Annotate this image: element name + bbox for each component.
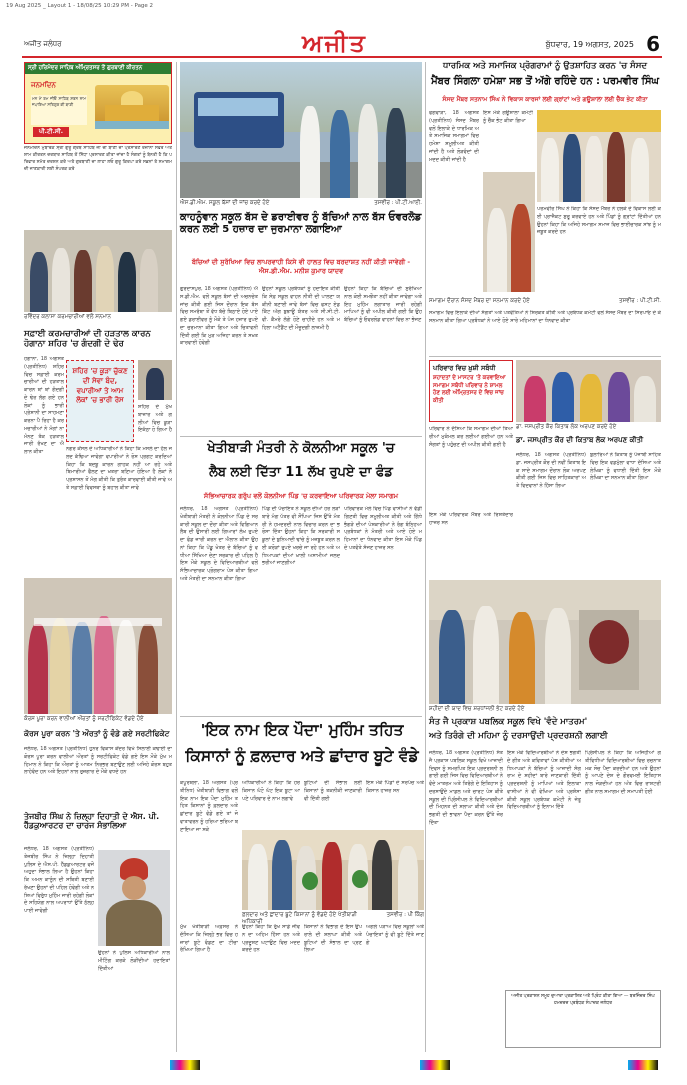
column-rule: [176, 62, 177, 1052]
headline-book-release: ਡਾ. ਜਸਪ੍ਰੀਤ ਕੌਰ ਦੀ ਕਿਤਾਬ ਲੋਕ ਅਰਪਣ ਕੀਤੀ: [516, 436, 644, 444]
section-rule: [429, 356, 661, 357]
registration-mark: [420, 1060, 450, 1070]
notice-title: ਪਰਿਵਾਰ ਵਿਚ ਖ਼ੁਸ਼ੀ ਸਬੰਧੀ: [433, 364, 496, 372]
article-text: ਜਲੰਧਰ, 18 ਅਗਸਤ (ਪ੍ਰਤੀਨਿਧ) ਡਾ. ਜਸਪ੍ਰੀਤ ਕੌਰ ਦੀ ਨਵੀਂ ਕਿਤਾਬ ਇਕ ਸਾਦੇ ਸਮਾਗਮ ਦੌਰਾਨ ਲੋਕ ਅਰਪਣ ਕੀਤੀ ਗਈ ਜਿਸ ਵਿਚ ਸਾਹਿਤਕਾਰਾਂ ਅਤੇ ਵਿਦਵਾਨਾਂ ਨੇ ਹਿੱਸਾ ਲਿਆ: [516, 452, 586, 489]
section-rule: [180, 716, 422, 717]
news-photo-mp-event-2: [483, 172, 535, 292]
photo-caption: ਐਸ.ਡੀ.ਐਮ. ਸਕੂਲ ਬੱਸਾਂ ਦੀ ਜਾਂਚ ਕਰਦੇ ਹੋਏ: [180, 200, 270, 206]
registration-mark: [628, 1060, 658, 1070]
headline-sp-charge: ਤੇਜਬੀਰ ਸਿੰਘ ਨੇ ਜ਼ਿਲ੍ਹਾ ਦਿਹਾਤੀ ਦੇ ਐਸ. ਪੀ. ਹੈੱਡਕੁਆਰਟਰ ਦਾ ਚਾਰਜ ਸੰਭਾਲਿਆ: [24, 812, 160, 831]
article-text: ਕਿਸਾਨਾਂ ਨੇ ਵਿਭਾਗ ਦੇ ਇਸ ਉਪਰਾਲੇ ਦੀ ਸ਼ਲਾਘਾ ਕੀਤੀ ਅਤੇ ਬੂਟਿਆਂ ਦੀ ਸੰਭਾਲ ਦਾ ਪ੍ਰਣ ਲਿਆ: [304, 924, 362, 954]
subhead-mp-programs: ਸੰਸਦ ਮੈਂਬਰ ਸਤਨਾਮ ਸਿੰਘ ਨੇ ਵਿਕਾਸ ਕਾਰਜਾਂ ਲਈ ਗ੍ਰਾਂਟਾਂ ਅਤੇ ਗਊਸ਼ਾਲਾ ਲਈ ਚੈੱਕ ਭੇਟ ਕੀਤਾ: [442, 96, 648, 103]
article-text: ਸ਼ਹਿਰ ਦੇ ਮੁੱਖ ਬਾਜ਼ਾਰ ਅਤੇ ਗਲੀਆਂ ਵਿਚ ਕੂੜਾ ਇਕੱਠਾ ਹੋ ਗਿਆ ਹੈ: [138, 404, 172, 434]
masthead-logo: ਅਜੀਤ: [302, 28, 367, 57]
article-text: ਉਹਨਾਂ ਕਿਹਾ ਕਿ ਬੱਚਿਆਂ ਦੀ ਸੁਰੱਖਿਆ ਨਾਲ ਕੋਈ ਸਮਝੌਤਾ ਨਹੀਂ ਕੀਤਾ ਜਾਵੇਗਾ ਅਤੇ ਇਹ ਮੁਹਿੰਮ ਲਗਾਤਾਰ ਜਾਰੀ ਰਹੇਗੀ ਮਾਪਿਆਂ ਨੂੰ ਵੀ ਅਪੀਲ ਕੀਤੀ ਗਈ ਕਿ ਉਹ ਬੱਚਿਆਂ ਨੂੰ ਓਵਰਲੋਡ ਵਾਹਨਾਂ ਵਿਚ ਨਾ ਭੇਜਣ: [344, 286, 422, 323]
family-notice-box: [429, 360, 513, 422]
headline-certificates: ਕੋਰਸ ਪੂਰਾ ਕਰਨ 'ਤੇ ਔਰਤਾਂ ਨੂੰ ਵੰਡੇ ਗਏ ਸਰਟੀਫਿਕੇਟ: [24, 729, 170, 738]
news-photo-honour: [24, 230, 172, 312]
print-slug: 19 Aug 2025 _ Layout 1 - 18/08/25 10:29 PM - Page 2: [6, 3, 154, 9]
article-text: ਅਧਿਕਾਰੀਆਂ ਨੇ ਕਿਹਾ ਕਿ ਹਰ ਕਿਸਾਨ ਘੱਟੋ ਘੱਟ ਇਕ ਬੂਟਾ ਆਪਣੇ ਪਰਿਵਾਰ ਦੇ ਨਾਮ ਲਗਾਵੇ: [242, 780, 300, 802]
article-text: ਜਲੰਧਰ, 18 ਅਗਸਤ (ਪ੍ਰਤੀਨਿਧ) ਹੁਨਰ ਵਿਕਾਸ ਕੇਂਦਰ ਵਿਖੇ ਸਿਲਾਈ ਕਢਾਈ ਦਾ ਕੋਰਸ ਪੂਰਾ ਕਰਨ ਵਾਲੀਆਂ ਔਰਤਾਂ ਨੂੰ ਸਰਟੀਫਿਕੇਟ ਵੰਡੇ ਗਏ ਇਸ ਮੌਕੇ ਮੁੱਖ ਮਹਿਮਾਨ ਨੇ ਕਿਹਾ ਕਿ ਔਰਤਾਂ ਨੂੰ ਆਤਮ ਨਿਰਭਰ ਬਣਾਉਣ ਲਈ ਅਜਿਹੇ ਕੋਰਸ ਬਹੁਤ ਲਾਹੇਵੰਦ ਹਨ ਅਤੇ ਇਹਨਾਂ ਨਾਲ ਰੁਜ਼ਗਾਰ ਦੇ ਮੌਕੇ ਵਧਦੇ ਹਨ: [24, 746, 172, 776]
page-number: 6: [646, 32, 660, 56]
photo-caption: ਰਵਿੰਦਰ ਕਲਾਸਾ ਕਰਮਚਾਰੀਆਂ ਵਲੋਂ ਸਨਮਾਨ: [24, 314, 111, 320]
golden-temple-image: [95, 85, 169, 129]
headline-sanitation-strike: ਸਫ਼ਾਈ ਕਰਮਚਾਰੀਆਂ ਦੀ ਹੜਤਾਲ ਕਾਰਨ ਹੋਗਾਨਾ ਸ਼ਹਿਰ 'ਚ ਗੰਦਗੀ ਦੇ ਢੇਰ: [24, 329, 151, 349]
article-text: ਉਹਨਾਂ ਕਿਹਾ ਕਿ ਰੁੱਖ ਸਾਡੇ ਜੀਵਨ ਦਾ ਅਹਿਮ ਹਿੱਸਾ ਹਨ ਅਤੇ ਪ੍ਰਦੂਸ਼ਣ ਘਟਾਉਣ ਵਿਚ ਮਦਦ ਕਰਦੇ ਹਨ: [242, 924, 300, 954]
article-text: ਗੁਰਦਾਸਪੁਰ, 18 ਅਗਸਤ (ਪ੍ਰਤੀਨਿਧ) ਐਸ.ਡੀ.ਐਮ. ਵਲੋਂ ਸਕੂਲ ਬੱਸਾਂ ਦੀ ਅਚਨਚੇਤ ਜਾਂਚ ਕੀਤੀ ਗਈ ਜਿਸ ਦੌਰਾਨ ਇਕ ਬੱਸ ਵਿਚ ਸਮਰੱਥਾ ਤੋਂ ਵੱਧ ਬੱਚੇ ਬਿਠਾਏ ਹੋਏ ਪਾਏ ਗਏ ਡਰਾਈਵਰ ਨੂੰ ਮੌਕੇ ਤੇ ਪੰਜ ਹਜ਼ਾਰ ਰੁਪਏ ਦਾ ਜੁਰਮਾਨਾ ਕੀਤਾ ਗਿਆ ਅਤੇ ਚਿਤਾਵਨੀ ਦਿੱਤੀ ਗਈ ਕਿ ਮੁੜ ਅਜਿਹਾ ਕਰਨ ਤੇ ਸਖ਼ਤ ਕਾਰਵਾਈ ਹੋਵੇਗੀ: [180, 286, 258, 347]
photo-caption: ਸ਼ਹੀਦਾਂ ਦੀ ਯਾਦ ਵਿਚ ਸ਼ਰਧਾਂਜਲੀ ਭੇਟ ਕਰਦੇ ਹੋਏ: [429, 706, 525, 712]
headline-mp-programs-line1: ਧਾਰਮਿਕ ਅਤੇ ਸਮਾਜਿਕ ਪ੍ਰੋਗਰਾਮਾਂ ਨੂੰ ਉਤਸ਼ਾਹਿਤ ਕਰਨ 'ਚ ਸੰਸਦ: [442, 61, 647, 71]
headline-tree-drive-line2: ਕਿਸਾਨਾਂ ਨੂੰ ਫ਼ਲਦਾਰ ਅਤੇ ਛਾਂਦਾਰ ਬੂਟੇ ਵੰਡੇ: [185, 747, 419, 765]
headline-school-exhibition-line2: ਅਤੇ ਤਿਰੰਗੇ ਦੀ ਮਹਿਮਾ ਨੂੰ ਦਰਸਾਉਂਦੀ ਪ੍ਰਦਰਸ਼ਨੀ ਲਗਾਈ: [429, 731, 608, 741]
headline-lab-fund-line1: ਖੇਤੀਬਾੜੀ ਮੰਤਰੀ ਨੇ ਕੋਲਨੀਆ ਸਕੂਲ 'ਚ: [207, 441, 395, 456]
article-text: ਕਪੂਰਥਲਾ, 18 ਅਗਸਤ (ਪ੍ਰਤੀਨਿਧ) ਖੇਤੀਬਾੜੀ ਵਿਭਾਗ ਵਲੋਂ ਇਕ ਨਾਮ ਇਕ ਪੌਦਾ ਮੁਹਿੰਮ ਤਹਿਤ ਕਿਸਾਨਾਂ ਨੂੰ ਫ਼ਲਦਾਰ ਅਤੇ ਛਾਂਦਾਰ ਬੂਟੇ ਵੰਡੇ ਗਏ ਤਾਂ ਜੋ ਵਾਤਾਵਰਨ ਨੂੰ ਹਰਿਆ ਭਰਿਆ ਬਣਾਇਆ ਜਾ ਸਕੇ: [180, 780, 238, 833]
subhead-bus-fine: ਬੱਚਿਆਂ ਦੀ ਸੁਰੱਖਿਆ ਵਿਚ ਲਾਪਰਵਾਹੀ ਕਿਸੇ ਵੀ ਹਾਲਤ ਵਿਚ ਬਰਦਾਸ਼ਤ ਨਹੀਂ ਕੀਤੀ ਜਾਵੇਗੀ - ਐਸ.ਡੀ.ਐਮ. ਮਨੀਸ਼ ਕੁਮਾਰ ਯਾਦਵ: [191, 258, 411, 275]
pull-quote: ਸ਼ਹਿਰ 'ਚ ਕੂੜਾ ਚੁੱਕਣ ਦੀ ਸੇਵਾ ਬੰਦ, ਵਪਾਰੀਆਂ ਤੇ ਆਮ ਲੋਕਾਂ 'ਚ ਭਾਰੀ ਰੋਸ: [66, 360, 134, 442]
article-text: ਹੋਗਾਨਾ, 18 ਅਗਸਤ (ਪ੍ਰਤੀਨਿਧ) ਸ਼ਹਿਰ ਵਿਚ ਸਫ਼ਾਈ ਕਰਮਚਾਰੀਆਂ ਦੀ ਹੜਤਾਲ ਕਾਰਨ ਥਾਂ ਥਾਂ ਗੰਦਗੀ ਦੇ ਢੇਰ ਲੱਗ ਗਏ ਹਨ ਲੋਕਾਂ ਨੂੰ ਭਾਰੀ ਪ੍ਰੇਸ਼ਾਨੀ ਦਾ ਸਾਹਮਣਾ ਕਰਨਾ ਪੈ ਰਿਹਾ ਹੈ ਕਰਮਚਾਰੀਆਂ ਨੇ ਮੰਗਾਂ ਨਾ ਮੰਨਣ ਤੱਕ ਹੜਤਾਲ ਜਾਰੀ ਰੱਖਣ ਦਾ ਐਲਾਨ ਕੀਤਾ: [24, 356, 64, 455]
news-photo-certificates: [24, 578, 172, 714]
article-text: ਪਰਿਵਾਰਕ ਮੇਲੇ ਵਿਚ ਪਿੰਡ ਵਾਸੀਆਂ ਨੇ ਵੱਡੀ ਗਿਣਤੀ ਵਿਚ ਸ਼ਮੂਲੀਅਤ ਕੀਤੀ ਅਤੇ ਗਿੱਧੇ ਭੰਗੜੇ ਦੀਆਂ ਪੇਸ਼ਕਾਰੀਆਂ ਨੇ ਰੰਗ ਬੰਨ੍ਹਿਆ ਪ੍ਰਬੰਧਕਾਂ ਨੇ ਮੰਤਰੀ ਅਤੇ ਆਏ ਹੋਏ ਮਹਿਮਾਨਾਂ ਦਾ ਧੰਨਵਾਦ ਕੀਤਾ ਇਸ ਮੌਕੇ ਪਿੰਡ ਦੇ ਪਤਵੰਤੇ ਸੱਜਣ ਹਾਜ਼ਰ ਸਨ: [344, 506, 422, 551]
article-text: ਜਲੰਧਰ, 18 ਅਗਸਤ (ਪ੍ਰਤੀਨਿਧ) ਤੇਜਬੀਰ ਸਿੰਘ ਨੇ ਜ਼ਿਲ੍ਹਾ ਦਿਹਾਤੀ ਪੁਲਿਸ ਦੇ ਐਸ.ਪੀ. ਹੈੱਡਕੁਆਰਟਰ ਵਜੋਂ ਅਹੁਦਾ ਸੰਭਾਲ ਲਿਆ ਹੈ ਉਹਨਾਂ ਕਿਹਾ ਕਿ ਅਮਨ ਕਾਨੂੰਨ ਦੀ ਸਥਿਤੀ ਬਣਾਈ ਰੱਖਣਾ ਉਹਨਾਂ ਦੀ ਪਹਿਲ ਹੋਵੇਗੀ ਅਤੇ ਨਸ਼ਿਆਂ ਵਿਰੁੱਧ ਮੁਹਿੰਮ ਜਾਰੀ ਰਹੇਗੀ ਲੋਕਾਂ ਦੇ ਸਹਿਯੋਗ ਨਾਲ ਅਪਰਾਧਾਂ ਉੱਤੇ ਠੱਲ੍ਹ ਪਾਈ ਜਾਵੇਗੀ: [24, 846, 94, 914]
ad-title: ਸ੍ਰੀ ਹਰਿਮੰਦਰ ਸਾਹਿਬ ਅੰਮ੍ਰਿਤਸਰ ਤੋਂ ਗੁਰਬਾਣੀ ਕੀਰਤਨ: [25, 63, 171, 74]
article-text: ਨਗਰ ਕੌਂਸਲ ਦੇ ਅਧਿਕਾਰੀਆਂ ਨੇ ਕਿਹਾ ਕਿ ਮਸਲੇ ਦਾ ਹੱਲ ਜਲਦ ਕੱਢਿਆ ਜਾਵੇਗਾ ਵਪਾਰੀਆਂ ਨੇ ਰੋਸ ਪ੍ਰਗਟ ਕਰਦਿਆਂ ਕਿਹਾ ਕਿ ਬਦਬੂ ਕਾਰਨ ਗਾਹਕ ਨਹੀਂ ਆ ਰਹੇ ਅਤੇ ਬਿਮਾਰੀਆਂ ਫੈਲਣ ਦਾ ਖ਼ਤਰਾ ਬਣਿਆ ਹੋਇਆ ਹੈ ਲੋਕਾਂ ਨੇ ਪ੍ਰਸ਼ਾਸਨ ਤੋਂ ਮੰਗ ਕੀਤੀ ਕਿ ਤੁਰੰਤ ਕਾਰਵਾਈ ਕੀਤੀ ਜਾਵੇ ਅਤੇ ਸਫ਼ਾਈ ਵਿਵਸਥਾ ਨੂੰ ਬਹਾਲ ਕੀਤਾ ਜਾਵੇ: [66, 446, 172, 491]
photo-credit: ਤਸਵੀਰ : ਪੀ.ਟੀ.ਸੀ.: [619, 298, 661, 304]
headline-mp-programs-line2: ਮੈਂਬਰ ਸਿੰਗਲਾ ਹਮੇਸ਼ਾ ਸਭ ਤੋਂ ਅੱਗੇ ਰਹਿੰਦੇ ਹਨ : ਪਰਮਵੀਰ ਸਿੰਘ: [431, 76, 659, 87]
ad-text-block: ਮਨ ਮੇਂ ਰਮ ਜੀਓ ਸਾਹਿਬ ਸ਼ਰਨ ਨਾਮ ਜਪਾਇਆ ਸਤਿਗੁਰ ਕੀ ਬਾਣੀ: [31, 95, 87, 125]
article-text: ਅਗਲੇ ਪੜਾਅ ਵਿਚ ਸਕੂਲਾਂ ਅਤੇ ਪੰਚਾਇਤਾਂ ਨੂੰ ਵੀ ਬੂਟੇ ਦਿੱਤੇ ਜਾਣਗੇ: [366, 924, 424, 946]
subhead-lab-fund: ਸੱਭਿਆਚਾਰਕ ਗਰੁੱਪ ਵਲੋਂ ਕੋਲਨੀਆ ਪਿੰਡ 'ਚ ਕਰਵਾਇਆ ਪਰਿਵਾਰਕ ਮੇਲਾ ਸਮਾਗਮ: [203, 492, 399, 500]
article-text: ਇਸ ਮੌਕੇ ਪਿੰਡਾਂ ਦੇ ਸਰਪੰਚ ਅਤੇ ਕਿਸਾਨ ਹਾਜ਼ਰ ਸਨ: [366, 780, 424, 794]
headline-school-exhibition-line1: ਸੰਤ ਜੈ ਪ੍ਰਕਾਸ਼ ਪਬਲਿਕ ਸਕੂਲ ਵਿਖੇ 'ਵੰਦੇ ਮਾਤਰਮ': [429, 717, 588, 727]
print-imprint: ਅਜੀਤ ਪ੍ਰਕਾਸ਼ਨ ਸਮੂਹ ਦੁਆਰਾ ਪ੍ਰਕਾਸ਼ਿਤ ਅਤੇ ਪ੍ਰਿੰਟ ਕੀਤਾ ਗਿਆ — ਬਰਜਿੰਦਰ ਸਿੰਘ ਹਮਦਰਦ ਪ੍ਰਬੰਧਕ ਸੰਪਾਦਕ ਜਲੰਧਰ: [505, 990, 661, 1048]
photo-credit: ਤਸਵੀਰ : ਪੀ.ਟੀ.ਆਈ.: [374, 200, 422, 206]
portrait-photo-officer: [98, 850, 170, 946]
headline-tree-drive-line1: 'ਇਕ ਨਾਮ ਇਕ ਪੌਦਾ' ਮੁਹਿੰਮ ਤਹਿਤ: [200, 721, 404, 739]
photo-caption: ਕੋਰਸ ਪੂਰਾ ਕਰਨ ਵਾਲੀਆਂ ਔਰਤਾਂ ਨੂੰ ਸਰਟੀਫਿਕੇਟ ਵੰਡਦੇ ਹੋਏ: [24, 716, 144, 722]
news-photo-saplings: [242, 830, 424, 910]
ad-listing-text: ਜਨਮਦਿਨ ਮੁਬਾਰਕ ਸ੍ਰੀ ਗੁਰੂ ਗ੍ਰੰਥ ਸਾਹਿਬ ਜੀ ਦੀ ਬਾਣੀ ਦਾ ਪ੍ਰਸਾਰਣ ਰੋਜ਼ਾਨਾ ਸਵੇਰੇ ਅਤੇ ਸ਼ਾਮ ਕੀਰਤਨ ਦਰਬਾਰ ਸਾਹਿਬ ਤੋਂ ਸਿੱਧਾ ਪ੍ਰਸਾਰਣ ਕੀਤਾ ਜਾਂਦਾ ਹੈ ਸੰਗਤਾਂ ਨੂੰ ਬੇਨਤੀ ਹੈ ਕਿ ਪਰਿਵਾਰ ਸਮੇਤ ਦਰਸ਼ਨ ਕਰੋ ਅਤੇ ਗੁਰਬਾਣੀ ਦਾ ਲਾਹਾ ਲਓ ਗੁਰੂ ਕਿਰਪਾ ਕਰੇ ਸਭਨਾਂ ਤੇ ਸਮਾਗਮ ਦੀ ਜਾਣਕਾਰੀ ਲਈ ਸੰਪਰਕ ਕਰੋ: [24, 146, 172, 172]
article-text: ਉਹਨਾਂ ਸਕੂਲ ਪ੍ਰਬੰਧਕਾਂ ਨੂੰ ਹਦਾਇਤ ਕੀਤੀ ਕਿ ਸੇਫ਼ ਸਕੂਲ ਵਾਹਨ ਨੀਤੀ ਦੀ ਪਾਲਣਾ ਯਕੀਨੀ ਬਣਾਈ ਜਾਵੇ ਬੱਸਾਂ ਵਿਚ ਫਸਟ ਏਡ ਕਿੱਟ ਅੱਗ ਬੁਝਾਊ ਯੰਤਰ ਅਤੇ ਸੀ.ਸੀ.ਟੀ.ਵੀ. ਕੈਮਰੇ ਲੱਗੇ ਹੋਣੇ ਚਾਹੀਦੇ ਹਨ ਅਤੇ ਮਹਿਲਾ ਅਟੈਂਡੈਂਟ ਦੀ ਮੌਜੂਦਗੀ ਲਾਜ਼ਮੀ ਹੈ: [262, 286, 340, 331]
article-text: ਫਗਵਾੜਾ, 18 ਅਗਸਤ (ਪ੍ਰਤੀਨਿਧ) ਸੰਸਦ ਮੈਂਬਰ ਵਲੋਂ ਇਲਾਕੇ ਦੇ ਧਾਰਮਿਕ ਅਤੇ ਸਮਾਜਿਕ ਸਮਾਗਮਾਂ ਵਿਚ ਹਮੇਸ਼ਾ ਸ਼ਮੂਲੀਅਤ ਕੀਤੀ ਜਾਂਦੀ ਹੈ ਅਤੇ ਲੋੜਵੰਦਾਂ ਦੀ ਮਦਦ ਕੀਤੀ ਜਾਂਦੀ ਹੈ: [429, 110, 479, 163]
article-text: ਪਰਿਵਾਰ ਨੇ ਦੱਸਿਆ ਕਿ ਸਮਾਗਮ ਦੀਆਂ ਤਿਆਰੀਆਂ ਮੁਕੰਮਲ ਕਰ ਲਈਆਂ ਗਈਆਂ ਹਨ ਅਤੇ ਸੰਗਤਾਂ ਨੂੰ ਪਹੁੰਚਣ ਦੀ ਅਪੀਲ ਕੀਤੀ ਗਈ ਹੈ: [429, 426, 513, 448]
article-text: ਜਲੰਧਰ, 18 ਅਗਸਤ (ਪ੍ਰਤੀਨਿਧ) ਖੇਤੀਬਾੜੀ ਮੰਤਰੀ ਨੇ ਕੋਲਨੀਆ ਪਿੰਡ ਦੇ ਸਰਕਾਰੀ ਸਕੂਲ ਦਾ ਦੌਰਾ ਕੀਤਾ ਅਤੇ ਵਿਗਿਆਨ ਲੈਬ ਦੀ ਉਸਾਰੀ ਲਈ ਗਿਆਰਾਂ ਲੱਖ ਰੁਪਏ ਦਾ ਫੰਡ ਜਾਰੀ ਕਰਨ ਦਾ ਐਲਾਨ ਕੀਤਾ ਉਹਨਾਂ ਕਿਹਾ ਕਿ ਪੇਂਡੂ ਖੇਤਰ ਦੇ ਬੱਚਿਆਂ ਨੂੰ ਵਧੀਆ ਸਿੱਖਿਆ ਦੇਣਾ ਸਰਕਾਰ ਦੀ ਪਹਿਲ ਹੈ ਇਸ ਮੌਕੇ ਸਕੂਲ ਦੇ ਵਿਦਿਆਰਥੀਆਂ ਵਲੋਂ ਸੱਭਿਆਚਾਰਕ ਪ੍ਰੋਗਰਾਮ ਪੇਸ਼ ਕੀਤਾ ਗਿਆ ਅਤੇ ਮੰਤਰੀ ਦਾ ਸਨਮਾਨ ਕੀਤਾ ਗਿਆ: [180, 506, 258, 582]
article-text: ਉਹਨਾਂ ਨੇ ਪੁਲਿਸ ਅਧਿਕਾਰੀਆਂ ਨਾਲ ਮੀਟਿੰਗ ਕਰਕੇ ਲੋੜੀਂਦੀਆਂ ਹਦਾਇਤਾਂ ਦਿੱਤੀਆਂ: [98, 950, 170, 972]
news-photo-tribute: [429, 580, 661, 704]
notice-body: ਸ਼ਹਾਦਤਾਂ ਦੇ ਮਾਸਟਰ 'ਤੇ ਕਰਵਾਇਆ ਸਮਾਗਮ ਸਬੰਧੀ ਪਰਿਵਾਰ ਨੇ ਸ਼ਾਮਲ ਹੋਣ ਲਈ ਅੰਮ੍ਰਿਤਸਰ ਦੇ ਵਿਚ ਜਾਂਚ ਕੀਤੀ: [433, 375, 506, 405]
article-text: ਜਲੰਧਰ, 18 ਅਗਸਤ (ਪ੍ਰਤੀਨਿਧ) ਸੰਤ ਜੈ ਪ੍ਰਕਾਸ਼ ਪਬਲਿਕ ਸਕੂਲ ਵਿਖੇ ਆਜ਼ਾਦੀ ਦਿਵਸ ਨੂੰ ਸਮਰਪਿਤ ਇਕ ਪ੍ਰਦਰਸ਼ਨੀ ਲਗਾਈ ਗਈ ਜਿਸ ਵਿਚ ਵਿਦਿਆਰਥੀਆਂ ਨੇ ਵੰਦੇ ਮਾਤਰਮ ਅਤੇ ਤਿਰੰਗੇ ਦੇ ਇਤਿਹਾਸ ਨੂੰ ਦਰਸਾਉਂਦੇ ਮਾਡਲ ਅਤੇ ਚਾਰਟ ਪੇਸ਼ ਕੀਤੇ ਸਕੂਲ ਦੀ ਪ੍ਰਿੰਸੀਪਲ ਨੇ ਵਿਦਿਆਰਥੀਆਂ ਦੀ ਮਿਹਨਤ ਦੀ ਸ਼ਲਾਘਾ ਕੀਤੀ ਅਤੇ ਦੇਸ਼ ਭਗਤੀ ਦੀ ਭਾਵਨਾ ਪੈਦਾ ਕਰਨ ਉੱਤੇ ਜ਼ੋਰ ਦਿੱਤਾ: [429, 750, 503, 826]
news-photo-school-bus: [180, 62, 422, 198]
article-text: ਸਮਾਗਮ ਵਿਚ ਇਲਾਕੇ ਦੀਆਂ ਸੰਗਤਾਂ ਅਤੇ ਪਤਵੰਤਿਆਂ ਨੇ ਸ਼ਿਰਕਤ ਕੀਤੀ ਅਤੇ ਪ੍ਰਬੰਧਕ ਕਮੇਟੀ ਵਲੋਂ ਸੰਸਦ ਮੈਂਬਰ ਦਾ ਸਿਰੋਪਾਓ ਦੇ ਕੇ ਸਨਮਾਨ ਕੀਤਾ ਗਿਆ ਪ੍ਰਬੰਧਕਾਂ ਨੇ ਆਏ ਹੋਏ ਸਾਰੇ ਮਹਿਮਾਨਾਂ ਦਾ ਧੰਨਵਾਦ ਕੀਤਾ: [429, 310, 661, 324]
photo-credit: ਤਸਵੀਰ : ਪੀ ਕਿੰਗ: [386, 912, 424, 918]
news-photo-mp-event: [537, 110, 661, 202]
article-text: ਮੁੱਖ ਖੇਤੀਬਾੜੀ ਅਫ਼ਸਰ ਨੇ ਦੱਸਿਆ ਕਿ ਜ਼ਿਲ੍ਹੇ ਭਰ ਵਿਚ ਹਜ਼ਾਰਾਂ ਬੂਟੇ ਵੰਡਣ ਦਾ ਟੀਚਾ ਰੱਖਿਆ ਗਿਆ ਹੈ: [180, 924, 238, 954]
headline-bus-fine: ਕਾਹਨੂੰਵਾਨ ਸਕੂਲ ਬੱਸ ਦੇ ਡਰਾਈਵਰ ਨੂੰ ਬੱਚਿਆਂ ਨਾਲ ਬੱਸ ਓਵਰਲੋਡ ਕਰਨ ਲਈ 5 ਹਜ਼ਾਰ ਦਾ ਜੁਰਮਾਨਾ ਲਗਾਇਆ: [180, 212, 422, 235]
ad-subtitle: ਜਨਮਦਿਨ: [31, 81, 56, 89]
issue-date: ਬੁੱਧਵਾਰ, 19 ਅਗਸਤ, 2025: [545, 40, 634, 49]
article-text: ਬੁਲਾਰਿਆਂ ਨੇ ਕਿਤਾਬ ਨੂੰ ਪੰਜਾਬੀ ਸਾਹਿਤ ਵਿਚ ਇਕ ਵਡਮੁੱਲਾ ਵਾਧਾ ਦੱਸਿਆ ਅਤੇ ਲੇਖਿਕਾ ਨੂੰ ਵਧਾਈ ਦਿੱਤੀ ਇਸ ਮੌਕੇ ਲੇਖਿਕਾ ਦਾ ਸਨਮਾਨ ਕੀਤਾ ਗਿਆ: [590, 452, 661, 482]
advertisement: [24, 62, 172, 144]
news-photo-book-release: [516, 360, 661, 422]
inset-photo: [138, 360, 172, 400]
photo-caption: ਡਾ. ਜਸਪ੍ਰੀਤ ਕੌਰ ਕਿਤਾਬ ਲੋਕ ਅਰਪਣ ਕਰਦੇ ਹੋਏ: [516, 424, 617, 430]
section-rule: [180, 436, 422, 437]
article-text: ਇਸ ਮੌਕੇ ਵਿਦਿਆਰਥੀਆਂ ਨੇ ਦੇਸ਼ ਭਗਤੀ ਦੇ ਗੀਤ ਅਤੇ ਕਵਿਤਾਵਾਂ ਪੇਸ਼ ਕੀਤੀਆਂ ਅਧਿਆਪਕਾਂ ਨੇ ਬੱਚਿਆਂ ਨੂੰ ਆਜ਼ਾਦੀ ਸੰਗਰਾਮ ਦੇ ਸ਼ਹੀਦਾਂ ਬਾਰੇ ਜਾਣਕਾਰੀ ਦਿੱਤੀ ਪ੍ਰਦਰਸ਼ਨੀ ਨੂੰ ਮਾਪਿਆਂ ਅਤੇ ਇਲਾਕਾ ਵਾਸੀਆਂ ਨੇ ਵੀ ਵੇਖਿਆ ਅਤੇ ਪ੍ਰਸ਼ੰਸਾ ਕੀਤੀ ਸਕੂਲ ਪ੍ਰਬੰਧਕ ਕਮੇਟੀ ਨੇ ਜੇਤੂ ਵਿਦਿਆਰਥੀਆਂ ਨੂੰ ਇਨਾਮ ਦਿੱਤੇ: [507, 750, 581, 811]
headline-lab-fund-line2: ਲੈਬ ਲਈ ਦਿੱਤਾ 11 ਲੱਖ ਰੁਪਏ ਦਾ ਫੰਡ: [209, 465, 393, 480]
article-text: ਪਰਮਵੀਰ ਸਿੰਘ ਨੇ ਕਿਹਾ ਕਿ ਸੰਸਦ ਮੈਂਬਰ ਨੇ ਹਲਕੇ ਦੇ ਵਿਕਾਸ ਲਈ ਕਈ ਪ੍ਰਾਜੈਕਟ ਸ਼ੁਰੂ ਕਰਵਾਏ ਹਨ ਅਤੇ ਪਿੰਡਾਂ ਨੂੰ ਗ੍ਰਾਂਟਾਂ ਦਿੱਤੀਆਂ ਹਨ ਉਹਨਾਂ ਕਿਹਾ ਕਿ ਅਜਿਹੇ ਸਮਾਗਮ ਸਮਾਜ ਵਿਚ ਭਾਈਚਾਰਕ ਸਾਂਝ ਨੂੰ ਮਜ਼ਬੂਤ ਕਰਦੇ ਹਨ: [537, 206, 661, 236]
page-header: [22, 30, 662, 58]
article-text: ਬੂਟਿਆਂ ਦੀ ਸੰਭਾਲ ਲਈ ਕਿਸਾਨਾਂ ਨੂੰ ਤਕਨੀਕੀ ਜਾਣਕਾਰੀ ਵੀ ਦਿੱਤੀ ਗਈ: [304, 780, 362, 802]
column-rule: [425, 62, 426, 1052]
edition-label: ਅਜੀਤ ਜਲੰਧਰ: [24, 40, 62, 48]
registration-mark: [170, 1060, 200, 1070]
article-text: ਇਸ ਮੌਕੇ ਗਊਸ਼ਾਲਾ ਕਮੇਟੀ ਨੂੰ ਚੈੱਕ ਭੇਟ ਕੀਤਾ ਗਿਆ: [483, 110, 533, 124]
article-text: ਪ੍ਰਿੰਸੀਪਲ ਨੇ ਕਿਹਾ ਕਿ ਅਜਿਹੀਆਂ ਗਤੀਵਿਧੀਆਂ ਵਿਦਿਆਰਥੀਆਂ ਵਿਚ ਰਚਨਾਤਮਕ ਸੋਚ ਪੈਦਾ ਕਰਦੀਆਂ ਹਨ ਅਤੇ ਉਹਨਾਂ ਨੂੰ ਆਪਣੇ ਦੇਸ਼ ਦੇ ਗੌਰਵਮਈ ਇਤਿਹਾਸ ਨਾਲ ਜੋੜਦੀਆਂ ਹਨ ਅੰਤ ਵਿਚ ਰਾਸ਼ਟਰੀ ਗੀਤ ਨਾਲ ਸਮਾਗਮ ਦੀ ਸਮਾਪਤੀ ਹੋਈ: [585, 750, 661, 795]
ad-tag: ਪੀ.ਟੀ.ਸੀ.: [33, 127, 69, 137]
photo-caption: ਸਮਾਗਮ ਦੌਰਾਨ ਸੰਸਦ ਮੈਂਬਰ ਦਾ ਸਨਮਾਨ ਕਰਦੇ ਹੋਏ: [429, 298, 530, 304]
article-text: ਇਸ ਮੌਕੇ ਪਰਿਵਾਰਕ ਮੈਂਬਰ ਅਤੇ ਰਿਸ਼ਤੇਦਾਰ ਹਾਜ਼ਰ ਸਨ: [429, 512, 513, 526]
photo-caption: ਫ਼ਲਦਾਰ ਅਤੇ ਛਾਂਦਾਰ ਬੂਟੇ ਕਿਸਾਨਾਂ ਨੂੰ ਵੰਡਦੇ ਹੋਏ ਖੇਤੀਬਾੜੀ ਅਧਿਕਾਰੀ: [242, 912, 357, 925]
article-text: ਪਿੰਡ ਦੀ ਪੰਚਾਇਤ ਨੇ ਸਕੂਲ ਦੀਆਂ ਹੋਰ ਲੋੜਾਂ ਬਾਰੇ ਮੰਗ ਪੱਤਰ ਵੀ ਸੌਂਪਿਆ ਜਿਸ ਉੱਤੇ ਮੰਤਰੀ ਨੇ ਹਮਦਰਦੀ ਨਾਲ ਵਿਚਾਰ ਕਰਨ ਦਾ ਭਰੋਸਾ ਦਿੱਤਾ ਉਹਨਾਂ ਕਿਹਾ ਕਿ ਸਰਕਾਰੀ ਸਕੂਲਾਂ ਦੇ ਬੁਨਿਆਦੀ ਢਾਂਚੇ ਨੂੰ ਮਜ਼ਬੂਤ ਕਰਨ ਲਈ ਕਰੋੜਾਂ ਰੁਪਏ ਖਰਚੇ ਜਾ ਰਹੇ ਹਨ ਅਤੇ ਅਧਿਆਪਕਾਂ ਦੀਆਂ ਖ਼ਾਲੀ ਅਸਾਮੀਆਂ ਜਲਦ ਭਰੀਆਂ ਜਾਣਗੀਆਂ: [262, 506, 340, 567]
